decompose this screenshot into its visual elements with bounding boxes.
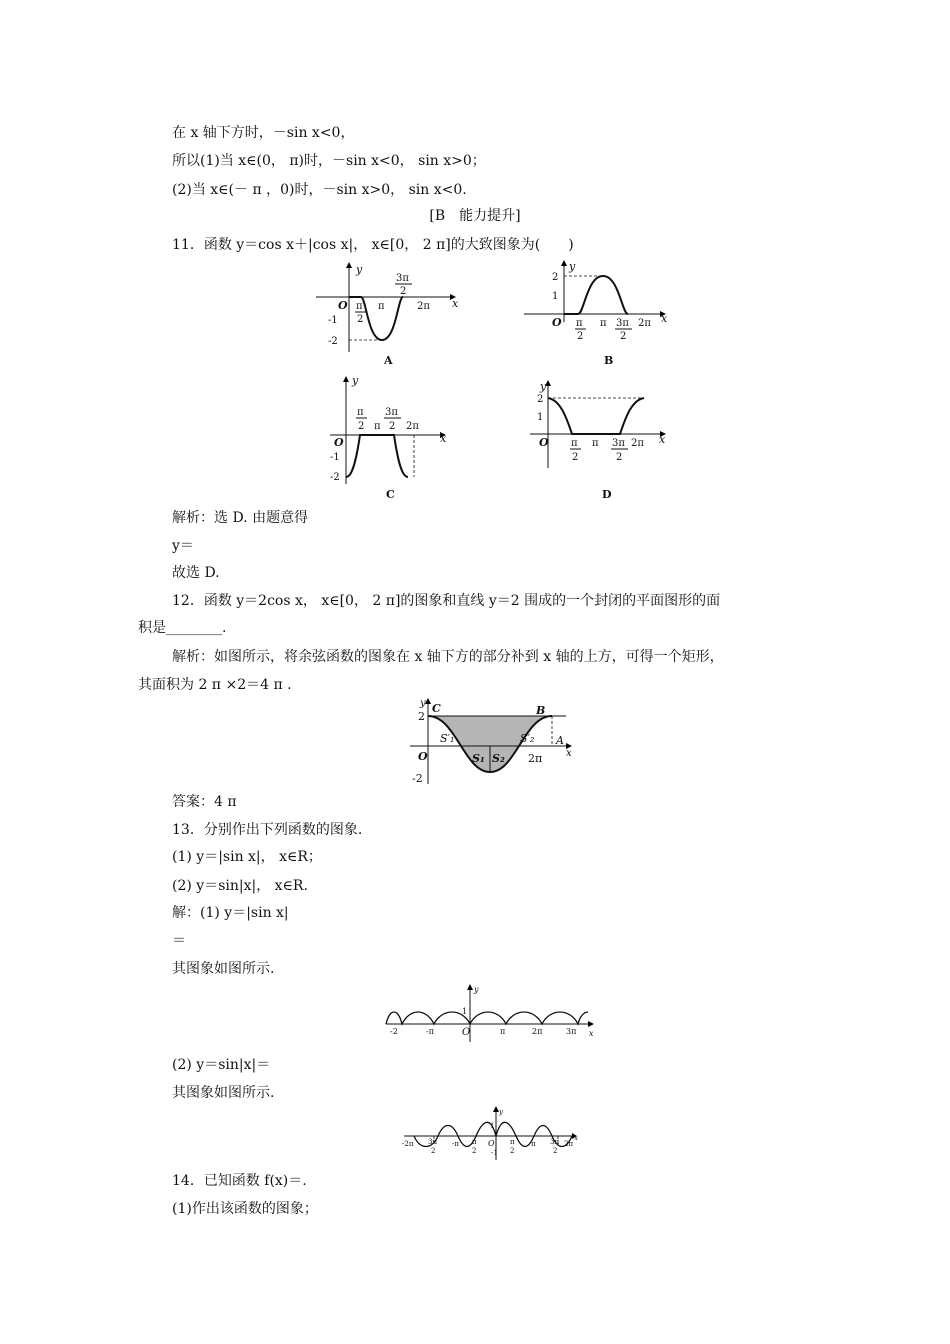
- tick-label: 1: [490, 1122, 495, 1130]
- tick-label: 2: [537, 394, 544, 405]
- tick-label: 2π: [638, 318, 651, 329]
- tick-label: -2: [412, 772, 423, 785]
- question-12-line-1: 12．函数 y＝2cos x， x∈[0， 2 π]的图象和直线 y＝2 围成的一个封闭的平面图形的面: [172, 593, 721, 609]
- tick-label: 2: [358, 421, 365, 432]
- tick-label: π: [357, 407, 364, 418]
- tick-label: -2: [390, 1027, 398, 1036]
- text-line-3: (2)当 x∈(－ π ，0)时，－sin x>0， sin x<0.: [172, 182, 467, 198]
- tick-label: π: [571, 438, 578, 449]
- tick-label: 1: [537, 412, 544, 423]
- point-c-label: C: [432, 702, 441, 715]
- y-axis-label: y: [352, 374, 359, 387]
- question-13: 13．分别作出下列函数的图象.: [172, 822, 363, 838]
- origin-label: O: [539, 436, 549, 449]
- tick-label: 2π: [406, 421, 419, 432]
- question-14-part-1: (1)作出该函数的图象；: [172, 1201, 318, 1217]
- graph-sin-abs-x: [400, 1106, 585, 1162]
- region-s1-label: S₁: [472, 752, 485, 765]
- origin-label: O: [488, 1139, 495, 1148]
- point-b-label: B: [536, 704, 546, 717]
- origin-label: O: [418, 750, 428, 763]
- tick-label: 2: [552, 272, 559, 283]
- tick-label: π: [531, 1140, 536, 1148]
- option-label-c: C: [386, 488, 395, 501]
- x-axis-label: x: [440, 432, 447, 445]
- y-axis-label: y: [356, 263, 363, 276]
- tick-label: -π: [426, 1027, 434, 1036]
- region-s1p-label: S′₁: [440, 732, 455, 745]
- tick-label: π: [378, 301, 385, 312]
- graph-option-c: [322, 372, 462, 502]
- answer-11-line-3: 故选 D.: [172, 565, 220, 581]
- question-13-part-1: (1) y＝|sin x|， x∈R；: [172, 849, 322, 865]
- y-axis-label: y: [569, 260, 576, 273]
- tick-label: -1: [330, 452, 340, 463]
- tick-label: 2: [572, 452, 579, 463]
- text-line-1: 在 x 轴下方时，－sin x<0，: [172, 125, 355, 141]
- solution-13-line-1: 解：(1) y＝|sin x|: [172, 905, 289, 921]
- y-axis-label: y: [474, 985, 479, 994]
- tick-label: 2: [616, 452, 623, 463]
- origin-label: O: [334, 436, 344, 449]
- tick-label: 2: [357, 314, 364, 325]
- x-axis-label: x: [574, 1134, 578, 1142]
- tick-label: 1: [462, 1007, 468, 1016]
- tick-label: 2: [418, 710, 425, 723]
- solution-13-line-2: ＝: [172, 933, 186, 949]
- tick-label: π: [500, 1027, 506, 1036]
- point-a-label: A: [556, 734, 564, 747]
- tick-label: π: [472, 1138, 477, 1146]
- answer-12-line-2: 其面积为 2 π ×2＝4 π .: [138, 677, 292, 693]
- graph-option-b: [520, 256, 670, 368]
- tick-label: -1: [491, 1149, 498, 1157]
- x-axis-label: x: [589, 1029, 594, 1038]
- tick-label: 3π: [566, 1027, 577, 1036]
- region-s2p-label: S′₂: [520, 732, 535, 745]
- graph-abs-sin-x: [382, 984, 602, 1044]
- tick-label: -2: [330, 472, 340, 483]
- question-12-line-2: 积是________.: [138, 620, 227, 636]
- y-axis-label: y: [499, 1108, 503, 1116]
- tick-label: 2: [400, 286, 407, 297]
- option-label-a: A: [384, 354, 393, 367]
- origin-label: O: [338, 299, 348, 312]
- tick-label: 3π: [550, 1138, 560, 1146]
- tick-label: 3π: [616, 318, 629, 329]
- tick-label: -π: [452, 1140, 459, 1148]
- tick-label: π: [592, 438, 599, 449]
- graph-option-a: [310, 260, 460, 370]
- tick-label: π: [356, 301, 363, 312]
- solution-13-line-4: (2) y＝sin|x|＝: [172, 1057, 271, 1073]
- tick-label: π: [374, 421, 381, 432]
- origin-label: O: [462, 1027, 471, 1038]
- y-axis-label: y: [540, 380, 547, 393]
- question-11: 11．函数 y＝cos x＋|cos x|， x∈[0， 2 π]的大致图象为( ): [172, 237, 574, 253]
- tick-label: 2π: [417, 301, 430, 312]
- tick-label: π: [576, 318, 583, 329]
- answer-11-line-2: y＝: [172, 538, 194, 554]
- x-axis-label: x: [452, 297, 459, 310]
- tick-label: π: [510, 1138, 515, 1146]
- x-axis-label: x: [566, 748, 572, 759]
- tick-label: 2π: [532, 1027, 543, 1036]
- tick-label: π: [600, 318, 607, 329]
- tick-label: 2: [620, 331, 627, 342]
- tick-label: 2: [431, 1147, 436, 1155]
- answer-11-line-1: 解析：选 D. 由题意得: [172, 510, 309, 526]
- tick-label: 2π: [564, 1140, 574, 1148]
- region-s2-label: S₂: [492, 752, 505, 765]
- tick-label: 2: [389, 421, 396, 432]
- tick-label: 2: [472, 1147, 477, 1155]
- tick-label: 2π: [528, 752, 543, 765]
- x-axis-label: x: [659, 433, 666, 446]
- tick-label: 3π: [612, 438, 625, 449]
- x-axis-label: x: [661, 312, 668, 325]
- graph-q12-area: [406, 698, 584, 792]
- tick-label: 2π: [631, 438, 644, 449]
- tick-label: 2: [577, 331, 584, 342]
- tick-label: 3π: [385, 407, 398, 418]
- answer-12-line-1: 解析：如图所示，将余弦函数的图象在 x 轴下方的部分补到 x 轴的上方，可得一个矩形，: [172, 649, 724, 665]
- tick-label: -1: [328, 315, 338, 326]
- tick-label: 3π: [428, 1138, 438, 1146]
- tick-label: 1: [552, 291, 559, 302]
- tick-label: 2: [510, 1147, 515, 1155]
- tick-label: 3π: [396, 273, 409, 284]
- question-14: 14．已知函数 f(x)＝.: [172, 1173, 307, 1189]
- question-13-part-2: (2) y＝sin|x|， x∈R.: [172, 878, 308, 894]
- tick-label: -2π: [402, 1140, 414, 1148]
- tick-label: 2: [553, 1147, 558, 1155]
- answer-12-line-3: 答案：4 π: [172, 794, 237, 810]
- y-axis-label: y: [420, 698, 426, 709]
- solution-13-line-3: 其图象如图所示.: [172, 961, 275, 977]
- graph-option-d: [526, 376, 676, 502]
- text-line-2: 所以(1)当 x∈(0， π)时，－sin x<0， sin x>0；: [172, 153, 486, 169]
- origin-label: O: [552, 316, 562, 329]
- tick-label: -2: [328, 336, 338, 347]
- option-label-b: B: [604, 354, 614, 367]
- solution-13-line-5: 其图象如图所示.: [172, 1085, 275, 1101]
- option-label-d: D: [602, 488, 612, 501]
- section-heading: [B 能力提升]: [429, 208, 521, 224]
